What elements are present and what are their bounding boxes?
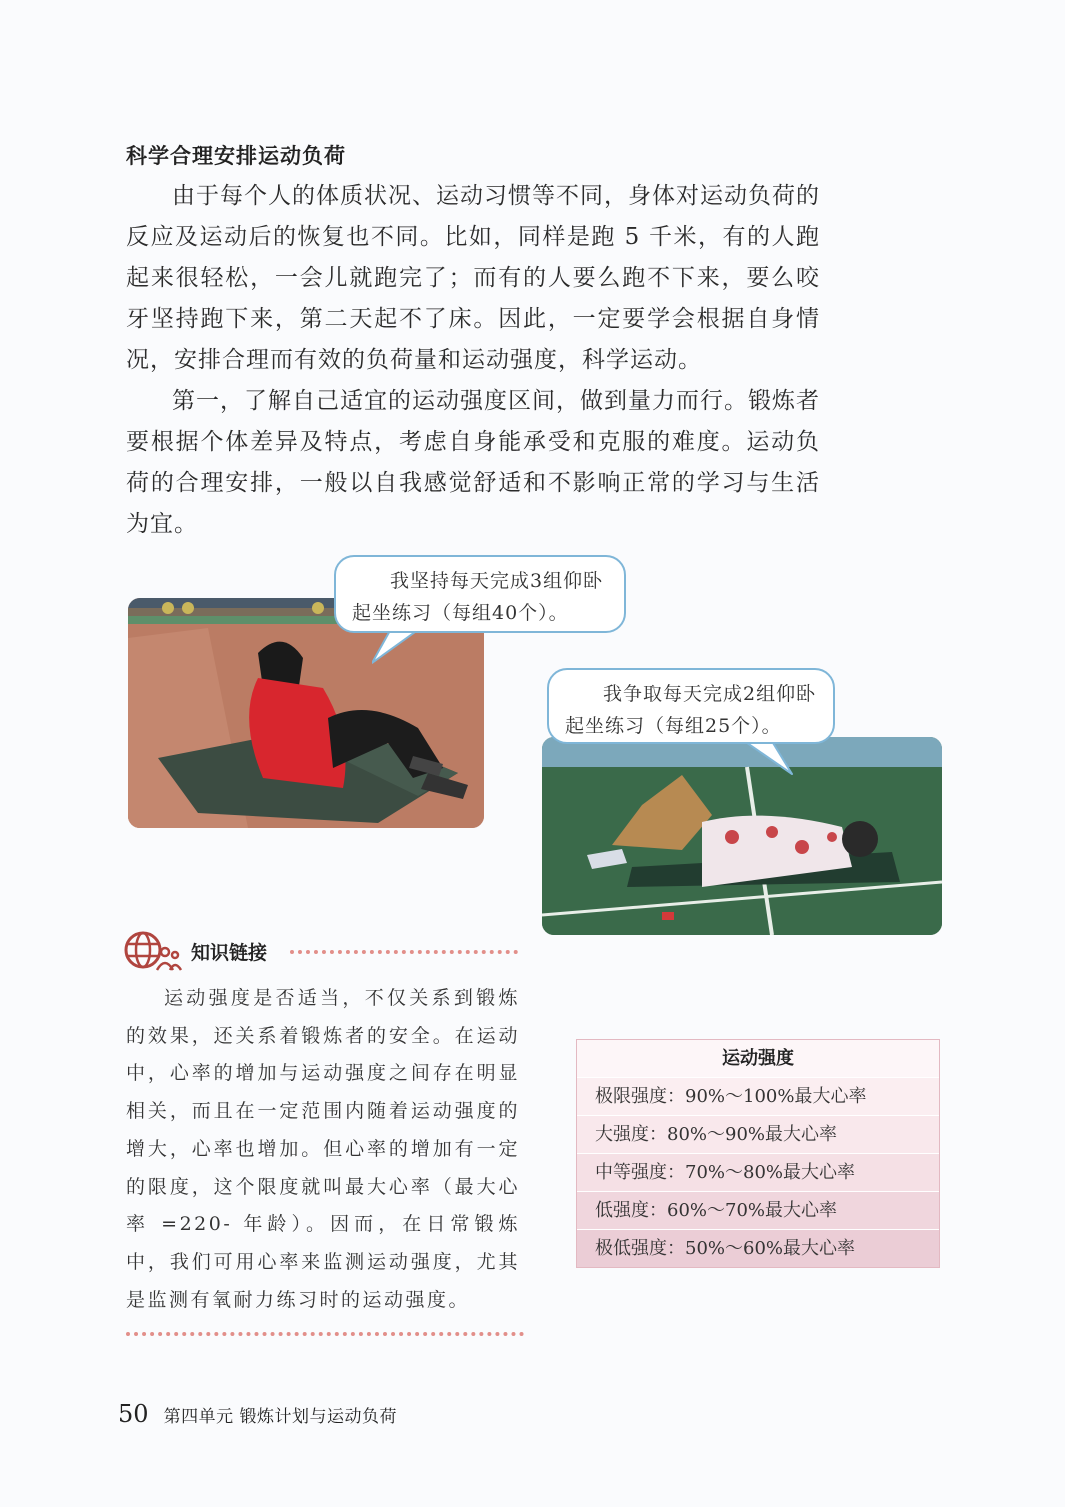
globe-people-icon [123, 928, 183, 972]
dotted-divider-top [290, 950, 518, 954]
table-header: 运动强度 [577, 1040, 939, 1077]
table-row: 低强度：60%～70%最大心率 [577, 1191, 939, 1229]
table-row: 极限强度：90%～100%最大心率 [577, 1077, 939, 1115]
knowledge-link-title: 知识链接 [191, 942, 268, 964]
page-number: 50 [118, 1400, 149, 1428]
body-paragraph-2: 第一，了解自己适宜的运动强度区间，做到量力而行。锻炼者要根据个体差异及特点，考虑自身能承受和克服的难度。运动负荷的合理安排，一般以自我感觉舒适和不影响正常的学习与生活为宜。 [126, 388, 820, 537]
table-row: 大强度：80%～90%最大心率 [577, 1115, 939, 1153]
page-footer [118, 1400, 397, 1428]
footer-chapter-title: 第四单元 锻炼计划与运动负荷 [163, 1407, 398, 1427]
dotted-divider-bottom [126, 1332, 524, 1336]
speech-bubble-1: 我坚持每天完成3组仰卧起坐练习（每组40个）。 [334, 555, 626, 633]
bubble-tail-2 [730, 738, 800, 778]
speech-bubble-2: 我争取每天完成2组仰卧起坐练习（每组25个）。 [547, 668, 835, 744]
table-row: 中等强度：70%～80%最大心率 [577, 1153, 939, 1191]
bubble-tail-1 [372, 627, 432, 667]
section-heading: 科学合理安排运动负荷 [126, 144, 346, 168]
knowledge-link-text: 运动强度是否适当，不仅关系到锻炼的效果，还关系着锻炼者的安全。在运动中，心率的增加与运动强度之间存在明显相关，而且在一定范围内随着运动强度的增大，心率也增加。但心率的增加有一定的限度，这个限度就叫最大心率（最大心率 =220- 年龄）。因而，在日常锻炼中，我们可用心率来监测运动强度，尤其是监测有氧耐力练习时的运动强度。 [126, 987, 520, 1311]
intensity-table [576, 1039, 940, 1268]
body-paragraph-1: 由于每个人的体质状况、运动习惯等不同，身体对运动负荷的反应及运动后的恢复也不同。比如，同样是跑 5 千米，有的人跑起来很轻松，一会儿就跑完了；而有的人要么跑不下来，要么咬牙坚持跑下来，第二天起不了床。因此，一定要学会根据自身情况，安排合理而有效的负荷量和运动强度，科学运动。 [126, 183, 820, 373]
table-row: 极低强度：50%～60%最大心率 [577, 1229, 939, 1267]
